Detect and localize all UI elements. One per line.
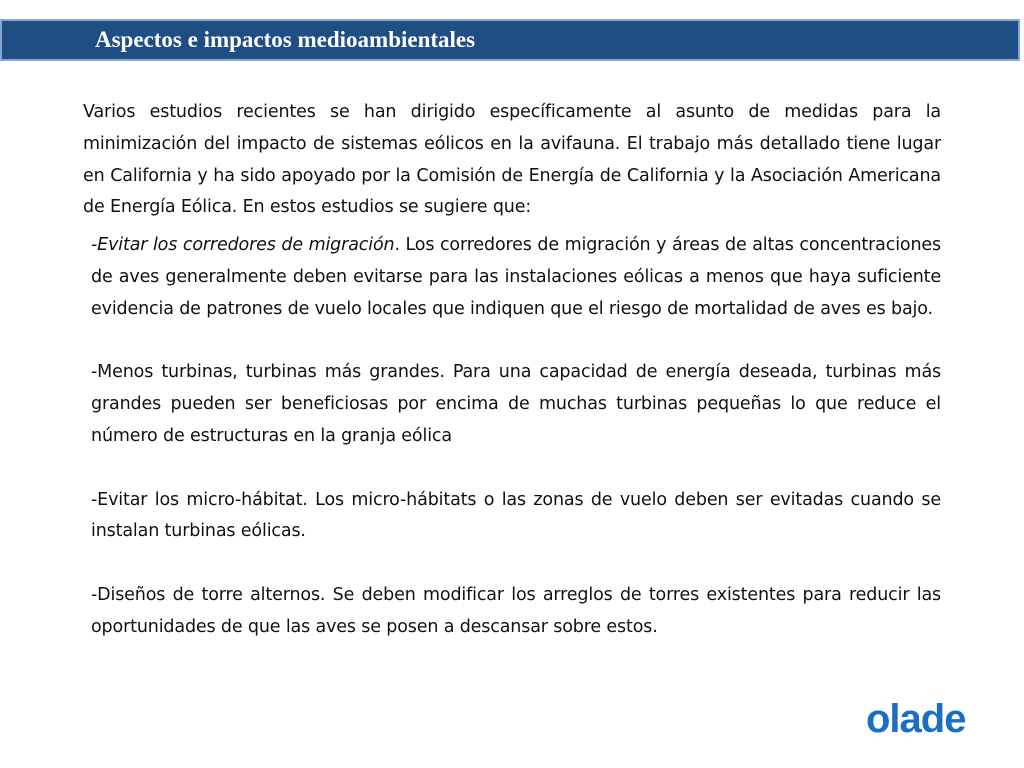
bullet-micro-habitats: -Evitar los micro-hábitat. Los micro-hábitats o las zonas de vuelo deben ser evitadas cuando se instalan turbinas eólicas. <box>91 489 941 542</box>
bullet-migration-corridors <box>91 230 941 325</box>
intro-paragraph: Varios estudios recientes se han dirigido específicamente al asunto de medidas para la minimización del impacto de sistemas eólicos en la avifauna. El trabajo más detallado tiene lugar en California y ha sido apoyado por la Comisión de Energía de California y la Asociación Americana de Energía Eólica. En estos estudios se sugiere que: <box>83 102 941 218</box>
bullet-tower-designs: -Diseños de torre alternos. Se deben modificar los arreglos de torres existentes para reducir las oportunidades de que las aves se posen a descansar sobre estos. <box>91 584 941 637</box>
bullet-lead-italic: Evitar los corredores de migración <box>97 235 395 256</box>
olade-logo <box>864 694 990 742</box>
bullet-fewer-turbines: -Menos turbinas, turbinas más grandes. Para una capacidad de energía deseada, turbinas más grandes pueden ser beneficiosas por encima de muchas turbinas pequeñas lo que reduce el número de estructuras en la granja eólica <box>91 362 941 446</box>
svg-text:olade: olade <box>866 697 966 741</box>
olade-logo-icon <box>864 694 990 742</box>
recommendations-list <box>83 230 941 643</box>
title-bar <box>0 19 1020 61</box>
bullet-prefix: - <box>91 235 98 256</box>
slide-content <box>83 97 941 644</box>
bullet-text: . Los corredores de migración y áreas de altas concentraciones de aves generalmente deben evitarse para las instalaciones eólicas a menos que haya suficiente evidencia de patrones de vuelo locales que indiquen que el riesgo de mortalidad de aves es bajo. <box>91 235 941 319</box>
page-title: Aspectos e impactos medioambientales <box>95 27 476 52</box>
